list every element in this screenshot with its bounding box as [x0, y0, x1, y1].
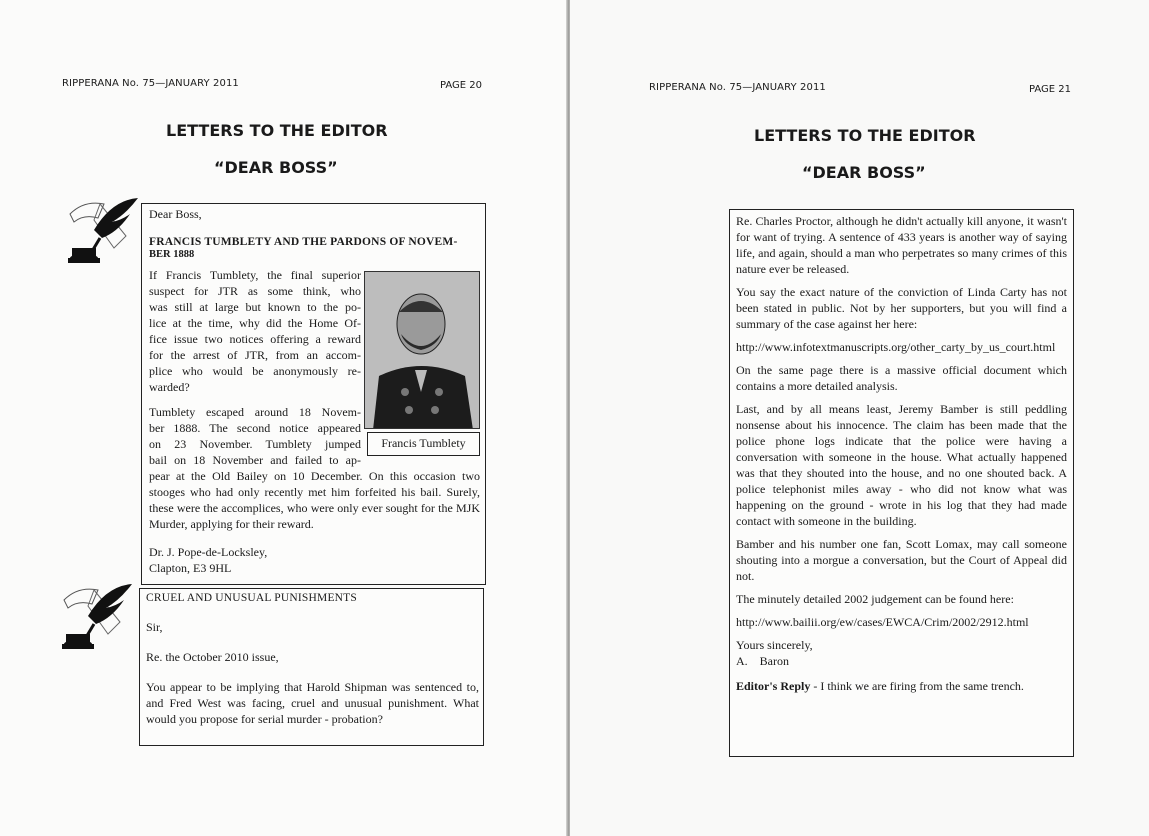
- text-line: warded?: [149, 380, 190, 394]
- section-subtitle: “DEAR BOSS”: [802, 163, 926, 182]
- link-text[interactable]: http://www.bailii.org/ew/cases/EWCA/Crim/2002/2912.html: [736, 615, 1029, 629]
- letter-paragraph: The minutely detailed 2002 judgement can be found here:: [736, 592, 1014, 606]
- text-line: lice at the time, why did the Home Of-: [149, 316, 361, 330]
- letter-paragraph: Re. Charles Proctor, although he didn't actually kill anyone, it wasn't for want of trying. A sentence of 433 years is another way of saying life, and again, should a man who perpetrates so many crimes of this nature ever be released.: [736, 214, 1067, 276]
- editor-reply-label: Editor's Reply: [736, 679, 811, 693]
- letter-signer: A. Baron: [736, 654, 789, 668]
- text-line: bail on 18 November and failed to ap-: [149, 453, 361, 467]
- page-number: PAGE 20: [440, 80, 483, 91]
- portrait-photo: [364, 271, 480, 429]
- letter-paragraph: On the same page there is a massive official document which contains a more detailed analysis.: [736, 363, 1067, 393]
- letter-paragraph: You appear to be implying that Harold Shipman was sentenced to, and Fred West was facing, cruel and unusual punishment. What would you propose for serial murder - probation?: [146, 680, 479, 726]
- quill-and-ink-icon: [58, 582, 138, 654]
- text-line: on 23 November. Tumblety jumped: [149, 437, 361, 451]
- text-line: was still at large but known to the po-: [149, 300, 361, 314]
- left-page: [0, 0, 568, 836]
- signature-place: Clapton, E3 9HL: [149, 561, 232, 575]
- text-line: If Francis Tumblety, the final superior: [149, 268, 361, 282]
- signature-name: Dr. J. Pope-de-Locksley,: [149, 545, 268, 559]
- letter-heading: FRANCIS TUMBLETY AND THE PARDONS OF NOVEM-: [149, 236, 458, 248]
- letter-paragraph: Last, and by all means least, Jeremy Bamber is still peddling nonsense about his innocence. The claim has been made that the police phone logs indicate that the police were having a conversation with someone in the house. What actually happened was that they shouted into the house, and no one shouted back. A police telephonist miles away - who did not know what was happening on the ground - wrote in his log that they had made contact with someone in the building.: [736, 402, 1067, 528]
- running-header: RIPPERANA No. 75—JANUARY 2011: [649, 82, 826, 93]
- letter-box-baron: [729, 209, 1074, 757]
- letter-box-cruel-punishments: [139, 588, 484, 746]
- photo-caption: Francis Tumblety: [367, 432, 480, 456]
- section-title: LETTERS TO THE EDITOR: [754, 126, 976, 145]
- letter-heading-continued: BER 1888: [149, 249, 195, 260]
- letter-paragraph: You say the exact nature of the conviction of Linda Carty has not been stated in public. Not by her supporters, but you will find a summary of the case against her here:: [736, 285, 1067, 331]
- letter-closing: Yours sincerely,: [736, 638, 813, 652]
- text-line: ber 1888. The second notice appeared: [149, 421, 361, 435]
- editor-reply-text: - I think we are firing from the same trench.: [810, 679, 1024, 693]
- letter-paragraph: pear at the Old Bailey on 10 December. On this occasion two stooges who had only recently met him forfeited his bail. Surely, these were the accomplices, who were only ever sought for the MJK Murder, applying for their reward.: [149, 469, 480, 531]
- link-text[interactable]: http://www.infotextmanuscripts.org/other_carty_by_us_court.html: [736, 340, 1056, 354]
- letter-salutation: Sir,: [146, 620, 163, 634]
- letter-paragraph: Bamber and his number one fan, Scott Lomax, may call someone shouting into a morgue a conversation, but the Court of Appeal did not.: [736, 537, 1067, 583]
- text-line: Tumblety escaped around 18 Novem-: [149, 405, 361, 419]
- letter-heading: CRUEL AND UNUSUAL PUNISHMENTS: [146, 592, 358, 604]
- text-line: fice issue two notices offering a reward: [149, 332, 361, 346]
- page-number: PAGE 21: [1029, 84, 1072, 95]
- section-title: LETTERS TO THE EDITOR: [166, 121, 388, 140]
- editor-reply: [736, 678, 1067, 694]
- letter-box-tumblety: [141, 203, 486, 585]
- signature: [149, 544, 267, 576]
- text-line: plice who would be anonymously re-: [149, 364, 361, 378]
- text-line: suspect for JTR as some think, who: [149, 284, 361, 298]
- section-subtitle: “DEAR BOSS”: [214, 158, 338, 177]
- right-page: [570, 0, 1149, 836]
- text-line: for the arrest of JTR, from an accom-: [149, 348, 361, 362]
- letter-paragraph: [149, 267, 361, 395]
- letter-reference: Re. the October 2010 issue,: [146, 650, 279, 664]
- letter-salutation: Dear Boss,: [149, 207, 202, 221]
- running-header: RIPPERANA No. 75—JANUARY 2011: [62, 78, 239, 89]
- letter-paragraph: [149, 404, 361, 468]
- quill-and-ink-icon: [64, 196, 144, 268]
